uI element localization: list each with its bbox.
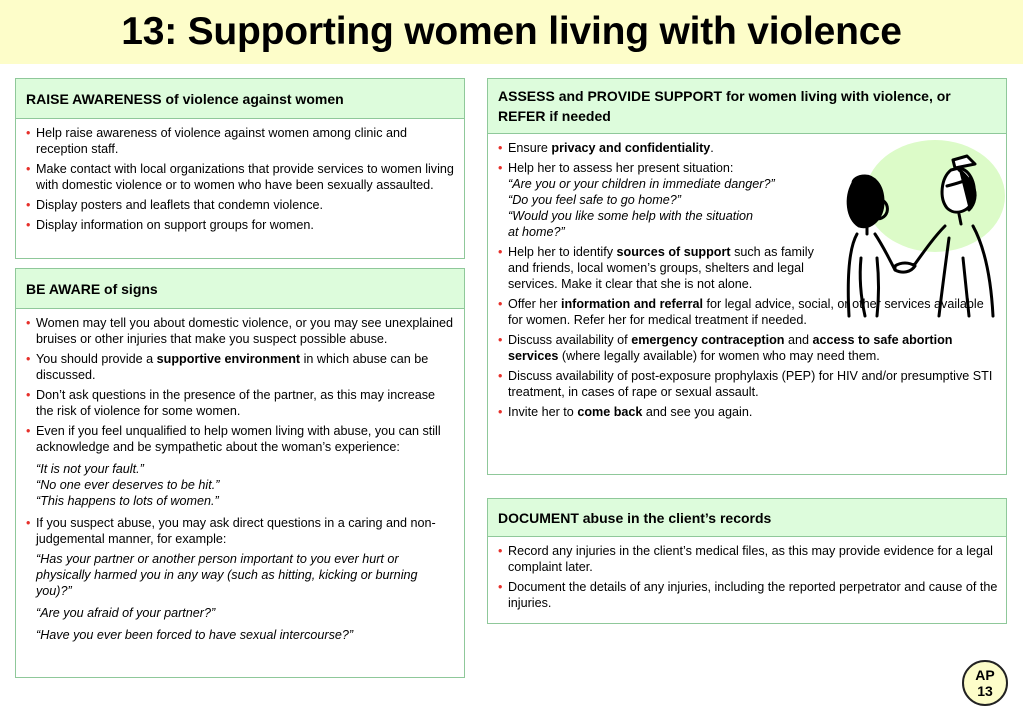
handshake-illustration — [835, 138, 1005, 323]
signs-list — [26, 315, 456, 455]
quote: “This happens to lots of women.” — [36, 494, 219, 508]
quote: “Has your partner or another person important to you ever hurt or physically harmed you in any way (such as hitting, kicking or burning you)?” — [36, 552, 418, 598]
list-item: • Discuss availability of post-exposure prophylaxis (PEP) for HIV and/or presumptive STI treatment, in cases of rape or sexual assault. — [498, 368, 998, 400]
document-list — [498, 543, 998, 611]
title-bar — [0, 0, 1023, 64]
list-item: • Display information on support groups for women. — [26, 217, 456, 233]
page-badge: AP 13 — [962, 660, 1008, 706]
list-item: • Document the details of any injuries, including the reported perpetrator and cause of the injuries. — [498, 579, 998, 611]
list-item: • Even if you feel unqualified to help women living with abuse, you can still acknowledge and be sympathetic about the woman’s experience: — [26, 423, 456, 455]
clasped-hands — [895, 263, 915, 272]
list-item: • Ensure privacy and confidentiality. — [498, 140, 998, 156]
raise-awareness-list — [26, 125, 456, 233]
quote-block — [36, 461, 456, 509]
document-heading: DOCUMENT abuse in the client’s records — [488, 499, 1006, 537]
assess-heading: ASSESS and PROVIDE SUPPORT for women living with violence, or REFER if needed — [488, 79, 1006, 134]
list-item: • Help her to assess her present situation: “Are you or your children in immediate danger?” “Do you feel safe to go home?” “Would you like some help with the situation at home?” — [498, 160, 808, 240]
signs-heading: BE AWARE of signs — [16, 269, 464, 309]
quote: “Are you afraid of your partner?” — [36, 606, 216, 620]
document-panel — [487, 498, 1007, 624]
list-item: • Record any injuries in the client’s medical files, as this may provide evidence for a legal complaint later. — [498, 543, 998, 575]
list-item: • Make contact with local organizations that provide services to women living with domestic violence or to women who have been sexually assaulted. — [26, 161, 456, 193]
raise-awareness-heading: RAISE AWARENESS of violence against women — [16, 79, 464, 119]
list-item: • Don’t ask questions in the presence of the partner, as this may increase the risk of violence for some women. — [26, 387, 456, 419]
list-item: • Help her to identify sources of support such as family and friends, local women’s groups, shelters and legal services. Make it clear that she is not alone. — [498, 244, 818, 292]
quote: “It is not your fault.” — [36, 462, 144, 476]
list-item: • You should provide a supportive environment in which abuse can be discussed. — [26, 351, 456, 383]
list-item: • Women may tell you about domestic violence, or you may see unexplained bruises or other injuries that make you suspect possible abuse. — [26, 315, 456, 347]
list-item: • Discuss availability of emergency contraception and access to safe abortion services (where legally available) for women who may need them. — [498, 332, 998, 364]
quote: “Have you ever been forced to have sexual intercourse?” — [36, 628, 354, 642]
signs-panel — [15, 268, 465, 678]
page-title: 13: Supporting women living with violence — [121, 10, 902, 53]
raise-awareness-panel — [15, 78, 465, 259]
list-item: • Help raise awareness of violence against women among clinic and reception staff. — [26, 125, 456, 157]
quote: “No one ever deserves to be hit.” — [36, 478, 220, 492]
list-item: • Offer her information and referral for legal advice, social, or other services available for women. Refer her for medical treatment if needed. — [498, 296, 998, 328]
list-item: • Display posters and leaflets that condemn violence. — [26, 197, 456, 213]
list-item: • Invite her to come back and see you again. — [498, 404, 998, 420]
list-item: • If you suspect abuse, you may ask direct questions in a caring and non-judgemental manner, for example: — [26, 515, 456, 547]
